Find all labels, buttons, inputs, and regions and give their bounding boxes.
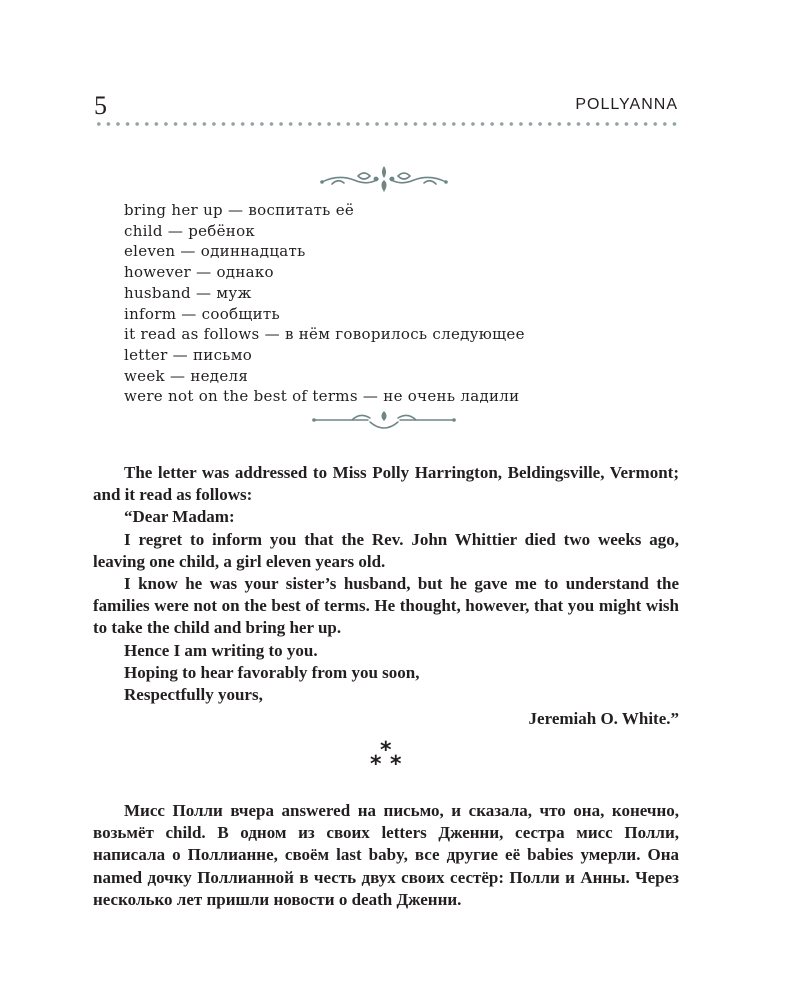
letter-text [93,462,679,730]
page-header [94,92,678,122]
paragraph: Hoping to hear favorably from you soon, [124,662,420,682]
paragraph: The letter was addressed to Miss Polly Harrington, Beldingsville, Vermont; and it read as follows: [93,463,679,505]
vocabulary-item: letter — письмо [124,345,253,364]
letter-signature: Jeremiah O. White.” [528,709,679,729]
paragraph: “Dear Madam: [124,507,235,527]
paragraph: I know he was your sister’s husband, but he gave me to understand the families were not on the best of terms. He thought, however, that you might wish to take the child and bring her up. [93,574,679,638]
flourish-bottom-icon [308,408,460,434]
page-number: 5 [94,91,107,120]
flourish-top-icon [318,162,450,196]
asterism-icon: * * * [370,738,402,777]
paragraph: Мисс Полли вчера answered на письмо, и сказала, что она, конечно, возьмёт child. В одном из своих letters Дженни, сестра мисс Полли, написала о Поллианне, своём last baby, все другие её babies умерли. Она named дочку Поллианной в честь двух своих сестёр: Полли и Анны. Через несколько лет пришли новости о death Дженни. [93,801,679,909]
vocabulary-item: it read as follows — в нём говорилось следующее [124,325,525,344]
dotted-divider [94,120,680,128]
paragraph: Respectfully yours, [124,685,263,705]
vocabulary-list [124,200,525,407]
vocabulary-item: husband — муж [124,283,252,302]
vocabulary-item: child — ребёнок [124,221,256,240]
russian-summary [93,800,679,911]
running-title: POLLYANNA [575,96,678,113]
vocabulary-item: bring her up — воспитать её [124,201,355,219]
vocabulary-item: were not on the best of terms — не очень ладили [124,387,520,406]
paragraph: Hence I am writing to you. [124,640,318,660]
vocabulary-item: inform — сообщить [124,304,280,323]
paragraph: I regret to inform you that the Rev. John Whittier died two weeks ago, leaving one child, a girl eleven years old. [93,529,679,571]
vocabulary-item: week — неделя [124,366,249,385]
vocabulary-item: eleven — одиннадцать [124,242,306,261]
vocabulary-item: however — однако [124,263,274,282]
